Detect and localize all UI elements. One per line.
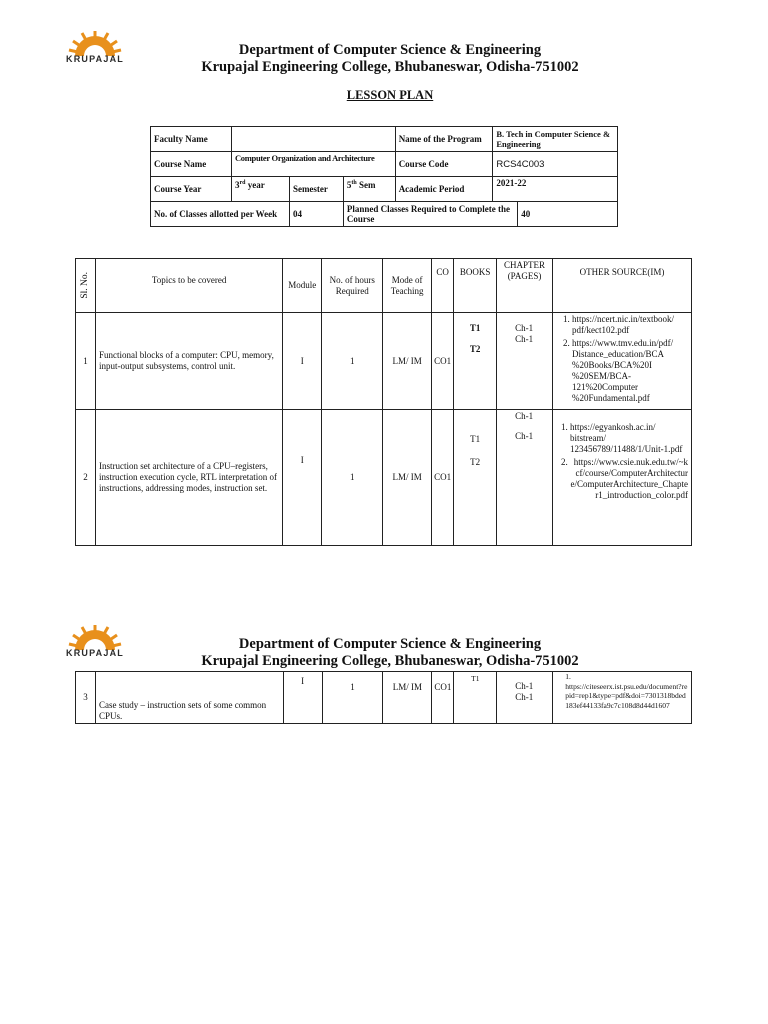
header-college-page2: Krupajal Engineering College, Bhubaneswar, Odisha-751002 bbox=[201, 653, 579, 669]
row2-other-source bbox=[553, 410, 692, 546]
row2-link-2[interactable]: 2. https://www.csie.nuk.edu.tw/~kcf/course/ComputerArchitecture/ComputerArchitecture_Chapter1_introduction_color.pdf bbox=[570, 457, 688, 501]
row3-mode: LM/ IM bbox=[383, 672, 432, 724]
row1-hours: 1 bbox=[322, 313, 383, 410]
classes-per-week-value: 04 bbox=[289, 202, 343, 227]
row2-ch-2: Ch-1 bbox=[515, 431, 534, 441]
row3-ch-1: Ch-1 bbox=[515, 681, 534, 691]
course-info-table bbox=[150, 126, 618, 227]
row3-other-source bbox=[553, 672, 692, 724]
table-row bbox=[76, 672, 692, 724]
course-code-value: RCS4C003 bbox=[493, 152, 618, 177]
header-sl-no bbox=[76, 259, 96, 313]
header-topics: Topics to be covered bbox=[95, 259, 282, 313]
planned-classes-label: Planned Classes Required to Complete the Course bbox=[343, 202, 517, 227]
page-title: LESSON PLAN bbox=[346, 88, 434, 102]
sun-gear-logo-icon bbox=[64, 624, 126, 650]
row1-topic: Functional blocks of a computer: CPU, memory, input-output subsystems, control unit. bbox=[95, 313, 282, 410]
header-hours: No. of hours Required bbox=[322, 259, 383, 313]
sun-gear-logo-icon bbox=[64, 30, 126, 56]
header-co: CO bbox=[432, 259, 454, 313]
lesson-plan-table bbox=[75, 258, 692, 546]
row3-co: CO1 bbox=[432, 672, 454, 724]
course-year-value bbox=[231, 177, 289, 202]
course-name-value: Computer Organization and Architecture bbox=[231, 152, 395, 177]
course-year-suffix: year bbox=[245, 180, 265, 190]
header-sl-text: Sl. No. bbox=[79, 272, 90, 299]
academic-period-label: Academic Period bbox=[395, 177, 493, 202]
college-logo-page2 bbox=[64, 624, 126, 664]
semester-number: 5 bbox=[346, 180, 352, 190]
row2-book-t1: T1 bbox=[470, 434, 481, 444]
logo-text: KRUPAJAL bbox=[66, 648, 124, 658]
program-value: B. Tech in Computer Science & Engineering bbox=[493, 127, 618, 152]
lesson-plan-table-continued bbox=[75, 671, 692, 724]
row3-module: I bbox=[283, 672, 322, 724]
row1-other-source bbox=[553, 313, 692, 410]
row2-chapter bbox=[497, 410, 553, 546]
semester-label: Semester bbox=[289, 177, 343, 202]
row2-hours: 1 bbox=[322, 410, 383, 546]
row3-books: T1 bbox=[454, 672, 497, 724]
row2-link-1[interactable]: 1. https://egyankosh.ac.in/ bitstream/ 123456789/11488/1/Unit-1.pdf bbox=[570, 422, 688, 455]
faculty-name-label: Faculty Name bbox=[151, 127, 232, 152]
row1-mode: LM/ IM bbox=[383, 313, 432, 410]
semester-sup: th bbox=[351, 180, 357, 186]
row1-books bbox=[454, 313, 497, 410]
header-department: Department of Computer Science & Engineering bbox=[238, 42, 542, 58]
academic-period-value: 2021-22 bbox=[493, 177, 618, 202]
row3-ch-2: Ch-1 bbox=[515, 692, 534, 702]
row1-co: CO1 bbox=[432, 313, 454, 410]
course-year-number: 3 bbox=[234, 180, 240, 190]
row1-book-t2: T2 bbox=[469, 344, 481, 354]
course-year-label: Course Year bbox=[151, 177, 232, 202]
row2-mode: LM/ IM bbox=[383, 410, 432, 546]
row3-chapter bbox=[497, 672, 553, 724]
course-year-sup: rd bbox=[239, 180, 246, 186]
row2-book-t2: T2 bbox=[470, 457, 481, 467]
header-books: BOOKS bbox=[454, 259, 497, 313]
row3-link-number: 1. bbox=[565, 672, 571, 681]
row2-ch-1: Ch-1 bbox=[515, 411, 534, 421]
header-department-page2: Department of Computer Science & Engineering bbox=[238, 636, 542, 652]
row2-module: I bbox=[283, 410, 322, 546]
header-college: Krupajal Engineering College, Bhubaneswar, Odisha-751002 bbox=[201, 59, 579, 75]
table-row bbox=[76, 410, 692, 546]
semester-suffix: Sem bbox=[356, 180, 376, 190]
row3-topic: Case study – instruction sets of some common CPUs. bbox=[95, 672, 283, 724]
college-logo bbox=[64, 30, 126, 70]
row2-books bbox=[454, 410, 497, 546]
program-label: Name of the Program bbox=[395, 127, 493, 152]
classes-per-week-label: No. of Classes allotted per Week bbox=[151, 202, 290, 227]
row3-hours: 1 bbox=[322, 672, 383, 724]
logo-text: KRUPAJAL bbox=[66, 54, 124, 64]
row2-co: CO1 bbox=[432, 410, 454, 546]
course-name-label: Course Name bbox=[151, 152, 232, 177]
course-code-label: Course Code bbox=[395, 152, 493, 177]
row2-topic: Instruction set architecture of a CPU–registers, instruction execution cycle, RTL interpretation of instructions, addressing modes, instruction set. bbox=[95, 410, 282, 546]
semester-value bbox=[343, 177, 395, 202]
row3-sl: 3 bbox=[76, 672, 96, 724]
row1-ch-2: Ch-1 bbox=[515, 334, 534, 344]
header-other-source: OTHER SOURCE(IM) bbox=[553, 259, 692, 313]
faculty-name-value bbox=[231, 127, 395, 152]
row2-sl: 2 bbox=[76, 410, 96, 546]
header-module: Module bbox=[283, 259, 322, 313]
row1-book-t1: T1 bbox=[469, 323, 481, 333]
header-mode: Mode of Teaching bbox=[383, 259, 432, 313]
row1-ch-1: Ch-1 bbox=[515, 323, 534, 333]
row1-module: I bbox=[283, 313, 322, 410]
row1-link-2[interactable]: 2. https://www.tmv.edu.in/pdf/ Distance_education/BCA %20Books/BCA%20I %20SEM/BCA-121%20Computer %20Fundamental.pdf bbox=[572, 338, 688, 404]
row3-link-1[interactable]: https://citeseerx.ist.psu.edu/document?repid=rep1&type=pdf&doi=7301318bded183ef44133fa9c7c108d8d44d1607 bbox=[565, 681, 688, 710]
planned-classes-value: 40 bbox=[518, 202, 618, 227]
row1-link-1[interactable]: 1. https://ncert.nic.in/textbook/ pdf/kect102.pdf bbox=[572, 314, 688, 336]
header-chapter: CHAPTER (PAGES) bbox=[497, 259, 553, 313]
row1-chapter bbox=[497, 313, 553, 410]
row1-sl: 1 bbox=[76, 313, 96, 410]
table-row bbox=[76, 313, 692, 410]
